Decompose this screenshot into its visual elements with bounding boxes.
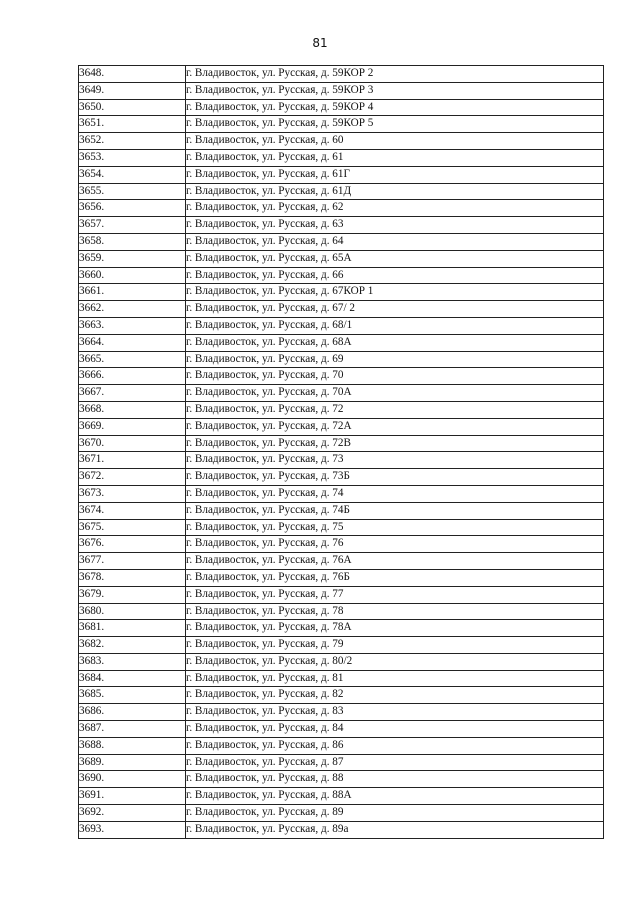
- row-number: 3659.: [79, 250, 186, 267]
- table-row: [79, 233, 604, 250]
- row-address: г. Владивосток, ул. Русская, д. 76: [186, 536, 604, 553]
- table-row: [79, 435, 604, 452]
- table-row: [79, 485, 604, 502]
- table-row: [79, 284, 604, 301]
- row-address: г. Владивосток, ул. Русская, д. 69: [186, 351, 604, 368]
- table-row: [79, 351, 604, 368]
- row-number: 3671.: [79, 452, 186, 469]
- row-address: г. Владивосток, ул. Русская, д. 73Б: [186, 469, 604, 486]
- row-number: 3657.: [79, 217, 186, 234]
- row-address: г. Владивосток, ул. Русская, д. 84: [186, 721, 604, 738]
- row-number: 3670.: [79, 435, 186, 452]
- row-address: г. Владивосток, ул. Русская, д. 64: [186, 233, 604, 250]
- row-number: 3685.: [79, 687, 186, 704]
- table-row: [79, 452, 604, 469]
- row-address: г. Владивосток, ул. Русская, д. 74: [186, 485, 604, 502]
- row-address: г. Владивосток, ул. Русская, д. 67/ 2: [186, 301, 604, 318]
- row-number: 3651.: [79, 116, 186, 133]
- row-number: 3665.: [79, 351, 186, 368]
- row-number: 3653.: [79, 149, 186, 166]
- row-address: г. Владивосток, ул. Русская, д. 70: [186, 368, 604, 385]
- row-number: 3668.: [79, 401, 186, 418]
- row-number: 3687.: [79, 721, 186, 738]
- row-number: 3676.: [79, 536, 186, 553]
- row-number: 3663.: [79, 317, 186, 334]
- table-row: [79, 603, 604, 620]
- row-address: г. Владивосток, ул. Русская, д. 79: [186, 637, 604, 654]
- row-number: 3649.: [79, 82, 186, 99]
- row-address: г. Владивосток, ул. Русская, д. 62: [186, 200, 604, 217]
- row-number: 3678.: [79, 569, 186, 586]
- row-address: г. Владивосток, ул. Русская, д. 82: [186, 687, 604, 704]
- row-address: г. Владивосток, ул. Русская, д. 78: [186, 603, 604, 620]
- row-address: г. Владивосток, ул. Русская, д. 59КОР 5: [186, 116, 604, 133]
- row-address: г. Владивосток, ул. Русская, д. 72В: [186, 435, 604, 452]
- table-row: [79, 519, 604, 536]
- table-row: [79, 586, 604, 603]
- row-number: 3652.: [79, 133, 186, 150]
- table-row: [79, 166, 604, 183]
- address-table-body: [79, 66, 604, 839]
- row-address: г. Владивосток, ул. Русская, д. 59КОР 2: [186, 66, 604, 83]
- row-address: г. Владивосток, ул. Русская, д. 61Д: [186, 183, 604, 200]
- row-number: 3674.: [79, 502, 186, 519]
- table-row: [79, 670, 604, 687]
- row-address: г. Владивосток, ул. Русская, д. 73: [186, 452, 604, 469]
- table-row: [79, 418, 604, 435]
- table-row: [79, 385, 604, 402]
- row-address: г. Владивосток, ул. Русская, д. 78А: [186, 620, 604, 637]
- table-row: [79, 653, 604, 670]
- table-row: [79, 704, 604, 721]
- row-address: г. Владивосток, ул. Русская, д. 87: [186, 754, 604, 771]
- table-row: [79, 721, 604, 738]
- row-number: 3654.: [79, 166, 186, 183]
- row-number: 3655.: [79, 183, 186, 200]
- row-number: 3690.: [79, 771, 186, 788]
- row-address: г. Владивосток, ул. Русская, д. 72: [186, 401, 604, 418]
- table-row: [79, 183, 604, 200]
- table-row: [79, 536, 604, 553]
- row-number: 3693.: [79, 821, 186, 838]
- row-number: 3672.: [79, 469, 186, 486]
- row-address: г. Владивосток, ул. Русская, д. 86: [186, 737, 604, 754]
- table-row: [79, 401, 604, 418]
- row-number: 3688.: [79, 737, 186, 754]
- row-address: г. Владивосток, ул. Русская, д. 59КОР 3: [186, 82, 604, 99]
- row-number: 3673.: [79, 485, 186, 502]
- row-number: 3667.: [79, 385, 186, 402]
- row-number: 3692.: [79, 805, 186, 822]
- table-row: [79, 502, 604, 519]
- row-address: г. Владивосток, ул. Русская, д. 66: [186, 267, 604, 284]
- table-row: [79, 368, 604, 385]
- row-address: г. Владивосток, ул. Русская, д. 70А: [186, 385, 604, 402]
- row-address: г. Владивосток, ул. Русская, д. 80/2: [186, 653, 604, 670]
- row-address: г. Владивосток, ул. Русская, д. 72А: [186, 418, 604, 435]
- table-row: [79, 66, 604, 83]
- table-row: [79, 149, 604, 166]
- table-row: [79, 805, 604, 822]
- row-address: г. Владивосток, ул. Русская, д. 68/1: [186, 317, 604, 334]
- row-address: г. Владивосток, ул. Русская, д. 89а: [186, 821, 604, 838]
- row-number: 3650.: [79, 99, 186, 116]
- row-address: г. Владивосток, ул. Русская, д. 76А: [186, 553, 604, 570]
- row-address: г. Владивосток, ул. Русская, д. 60: [186, 133, 604, 150]
- row-number: 3664.: [79, 334, 186, 351]
- row-address: г. Владивосток, ул. Русская, д. 74Б: [186, 502, 604, 519]
- row-number: 3683.: [79, 653, 186, 670]
- table-row: [79, 317, 604, 334]
- table-row: [79, 637, 604, 654]
- row-address: г. Владивосток, ул. Русская, д. 68А: [186, 334, 604, 351]
- row-address: г. Владивосток, ул. Русская, д. 61: [186, 149, 604, 166]
- table-row: [79, 821, 604, 838]
- table-row: [79, 569, 604, 586]
- row-number: 3669.: [79, 418, 186, 435]
- row-address: г. Владивосток, ул. Русская, д. 75: [186, 519, 604, 536]
- row-number: 3666.: [79, 368, 186, 385]
- row-number: 3656.: [79, 200, 186, 217]
- row-number: 3689.: [79, 754, 186, 771]
- table-row: [79, 754, 604, 771]
- row-number: 3677.: [79, 553, 186, 570]
- row-number: 3658.: [79, 233, 186, 250]
- table-row: [79, 82, 604, 99]
- table-row: [79, 301, 604, 318]
- table-row: [79, 469, 604, 486]
- row-number: 3684.: [79, 670, 186, 687]
- row-address: г. Владивосток, ул. Русская, д. 59КОР 4: [186, 99, 604, 116]
- row-number: 3648.: [79, 66, 186, 83]
- row-address: г. Владивосток, ул. Русская, д. 89: [186, 805, 604, 822]
- row-number: 3679.: [79, 586, 186, 603]
- table-row: [79, 737, 604, 754]
- row-number: 3681.: [79, 620, 186, 637]
- page-number: 81: [312, 36, 328, 50]
- table-row: [79, 133, 604, 150]
- row-number: 3675.: [79, 519, 186, 536]
- table-row: [79, 620, 604, 637]
- table-row: [79, 217, 604, 234]
- row-address: г. Владивосток, ул. Русская, д. 67КОР 1: [186, 284, 604, 301]
- row-address: г. Владивосток, ул. Русская, д. 81: [186, 670, 604, 687]
- row-number: 3682.: [79, 637, 186, 654]
- table-row: [79, 334, 604, 351]
- address-table: [78, 65, 604, 839]
- row-number: 3662.: [79, 301, 186, 318]
- table-row: [79, 267, 604, 284]
- row-address: г. Владивосток, ул. Русская, д. 65А: [186, 250, 604, 267]
- table-row: [79, 687, 604, 704]
- row-address: г. Владивосток, ул. Русская, д. 61Г: [186, 166, 604, 183]
- row-address: г. Владивосток, ул. Русская, д. 88: [186, 771, 604, 788]
- table-row: [79, 250, 604, 267]
- row-number: 3680.: [79, 603, 186, 620]
- table-row: [79, 116, 604, 133]
- row-number: 3691.: [79, 788, 186, 805]
- table-row: [79, 771, 604, 788]
- row-address: г. Владивосток, ул. Русская, д. 83: [186, 704, 604, 721]
- table-row: [79, 553, 604, 570]
- row-address: г. Владивосток, ул. Русская, д. 88А: [186, 788, 604, 805]
- row-address: г. Владивосток, ул. Русская, д. 76Б: [186, 569, 604, 586]
- row-number: 3661.: [79, 284, 186, 301]
- row-address: г. Владивосток, ул. Русская, д. 63: [186, 217, 604, 234]
- row-address: г. Владивосток, ул. Русская, д. 77: [186, 586, 604, 603]
- table-row: [79, 788, 604, 805]
- row-number: 3686.: [79, 704, 186, 721]
- row-number: 3660.: [79, 267, 186, 284]
- table-row: [79, 200, 604, 217]
- table-row: [79, 99, 604, 116]
